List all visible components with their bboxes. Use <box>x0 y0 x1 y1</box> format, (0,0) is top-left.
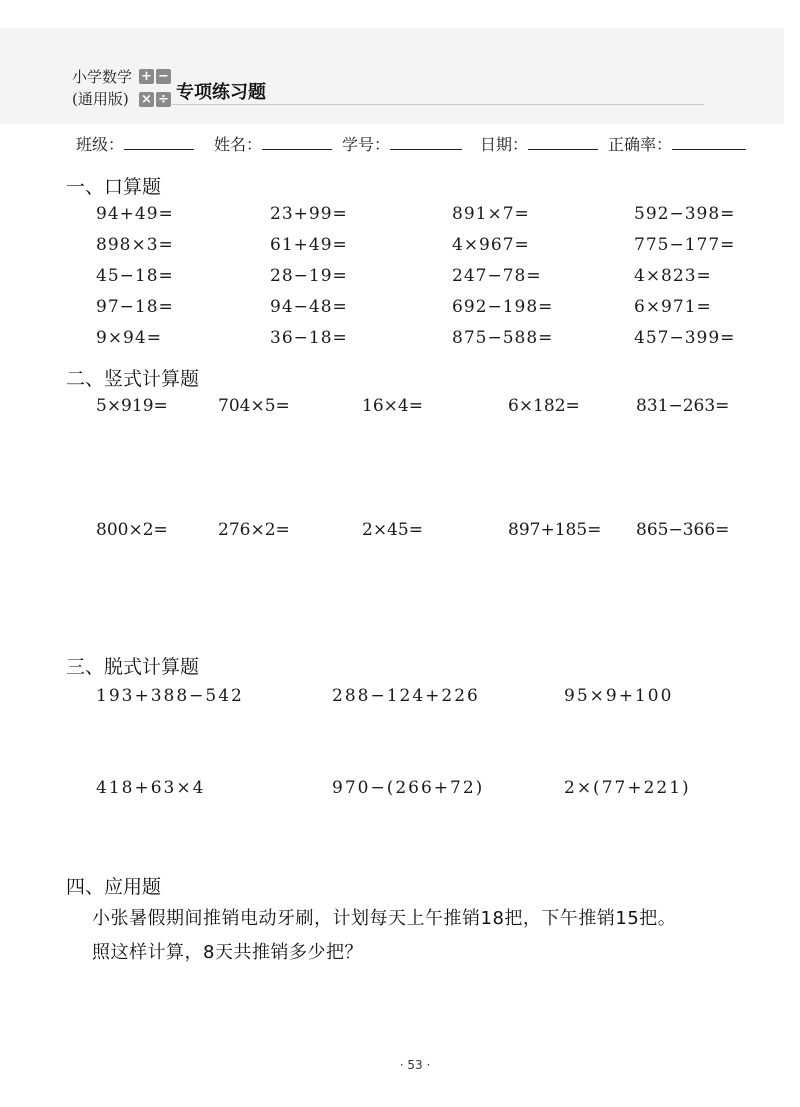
vertical-problem: 800×2= <box>96 520 168 540</box>
oral-row <box>96 235 756 265</box>
oral-problem: 94−48= <box>270 297 348 317</box>
accuracy-label: 正确率： <box>608 135 673 154</box>
oral-problem: 592−398= <box>634 204 736 224</box>
oral-problem: 692−198= <box>452 297 554 317</box>
oral-problem: 457−399= <box>634 328 736 348</box>
brand-line-2: (通用版) <box>72 90 129 108</box>
vertical-problem: 865−366= <box>636 520 730 540</box>
oral-problem: 247−78= <box>452 266 542 286</box>
plus-icon: + <box>139 69 154 84</box>
word-problem-line-1: 小张暑假期间推销电动牙刷，计划每天上午推销18把，下午推销15把。 <box>92 908 677 929</box>
oral-problem: 891×7= <box>452 204 530 224</box>
student-id-blank[interactable] <box>390 134 462 150</box>
oral-calc-grid <box>96 204 756 360</box>
date-field <box>480 132 598 155</box>
word-problem-line-2: 照这样计算，8天共推销多少把？ <box>92 942 363 963</box>
oral-row <box>96 297 756 327</box>
math-operators-logo <box>139 66 173 112</box>
oral-row <box>96 204 756 234</box>
oral-problem: 4×967= <box>452 235 530 255</box>
oral-problem: 28−19= <box>270 266 348 286</box>
stepwise-calc-row <box>96 778 736 806</box>
oral-problem: 9×94= <box>96 328 162 348</box>
times-icon: × <box>139 92 154 107</box>
vertical-problem: 831−263= <box>636 396 730 416</box>
class-blank[interactable] <box>124 134 194 150</box>
stepwise-calc-row <box>96 686 736 714</box>
student-id-label: 学号： <box>342 135 391 154</box>
name-label: 姓名： <box>214 135 263 154</box>
oral-problem: 23+99= <box>270 204 348 224</box>
oral-problem: 4×823= <box>634 266 712 286</box>
section-2-title: 二、竖式计算题 <box>66 368 200 390</box>
page-number: · 53 · <box>399 1058 431 1072</box>
vertical-problem: 897+185= <box>508 520 602 540</box>
vertical-calc-row <box>96 396 756 424</box>
stepwise-problem: 288−124+226 <box>332 686 480 706</box>
date-blank[interactable] <box>528 134 598 150</box>
oral-problem: 898×3= <box>96 235 174 255</box>
section-1-title: 一、口算题 <box>66 176 162 198</box>
vertical-problem: 276×2= <box>218 520 290 540</box>
name-field <box>214 132 332 155</box>
oral-problem: 94+49= <box>96 204 174 224</box>
section-4-title: 四、应用题 <box>66 876 162 898</box>
accuracy-field <box>608 132 746 155</box>
oral-problem: 45−18= <box>96 266 174 286</box>
oral-problem: 97−18= <box>96 297 174 317</box>
oral-problem: 36−18= <box>270 328 348 348</box>
name-blank[interactable] <box>262 134 332 150</box>
stepwise-problem: 2×(77+221) <box>564 778 691 798</box>
oral-row <box>96 328 756 358</box>
date-label: 日期： <box>480 135 529 154</box>
vertical-problem: 2×45= <box>362 520 423 540</box>
stepwise-problem: 418+63×4 <box>96 778 206 798</box>
oral-problem: 6×971= <box>634 297 712 317</box>
stepwise-problem: 95×9+100 <box>564 686 674 706</box>
section-3-title: 三、脱式计算题 <box>66 656 200 678</box>
oral-row <box>96 266 756 296</box>
class-label: 班级： <box>76 135 125 154</box>
oral-problem: 61+49= <box>270 235 348 255</box>
divide-icon: ÷ <box>156 92 171 107</box>
stepwise-problem: 970−(266+72) <box>332 778 485 798</box>
vertical-problem: 704×5= <box>218 396 290 416</box>
student-info-row <box>76 132 746 156</box>
series-title: 专项练习题 <box>176 82 266 103</box>
brand-line-1: 小学数学 <box>72 68 133 86</box>
student-id-field <box>342 132 462 155</box>
brand-label <box>72 66 132 110</box>
minus-icon: − <box>156 69 171 84</box>
class-field <box>76 132 194 155</box>
accuracy-blank[interactable] <box>672 134 746 150</box>
oral-problem: 775−177= <box>634 235 736 255</box>
vertical-calc-row <box>96 520 756 548</box>
vertical-problem: 5×919= <box>96 396 168 416</box>
oral-problem: 875−588= <box>452 328 554 348</box>
vertical-problem: 16×4= <box>362 396 423 416</box>
header-divider <box>172 104 704 105</box>
vertical-problem: 6×182= <box>508 396 580 416</box>
stepwise-problem: 193+388−542 <box>96 686 244 706</box>
